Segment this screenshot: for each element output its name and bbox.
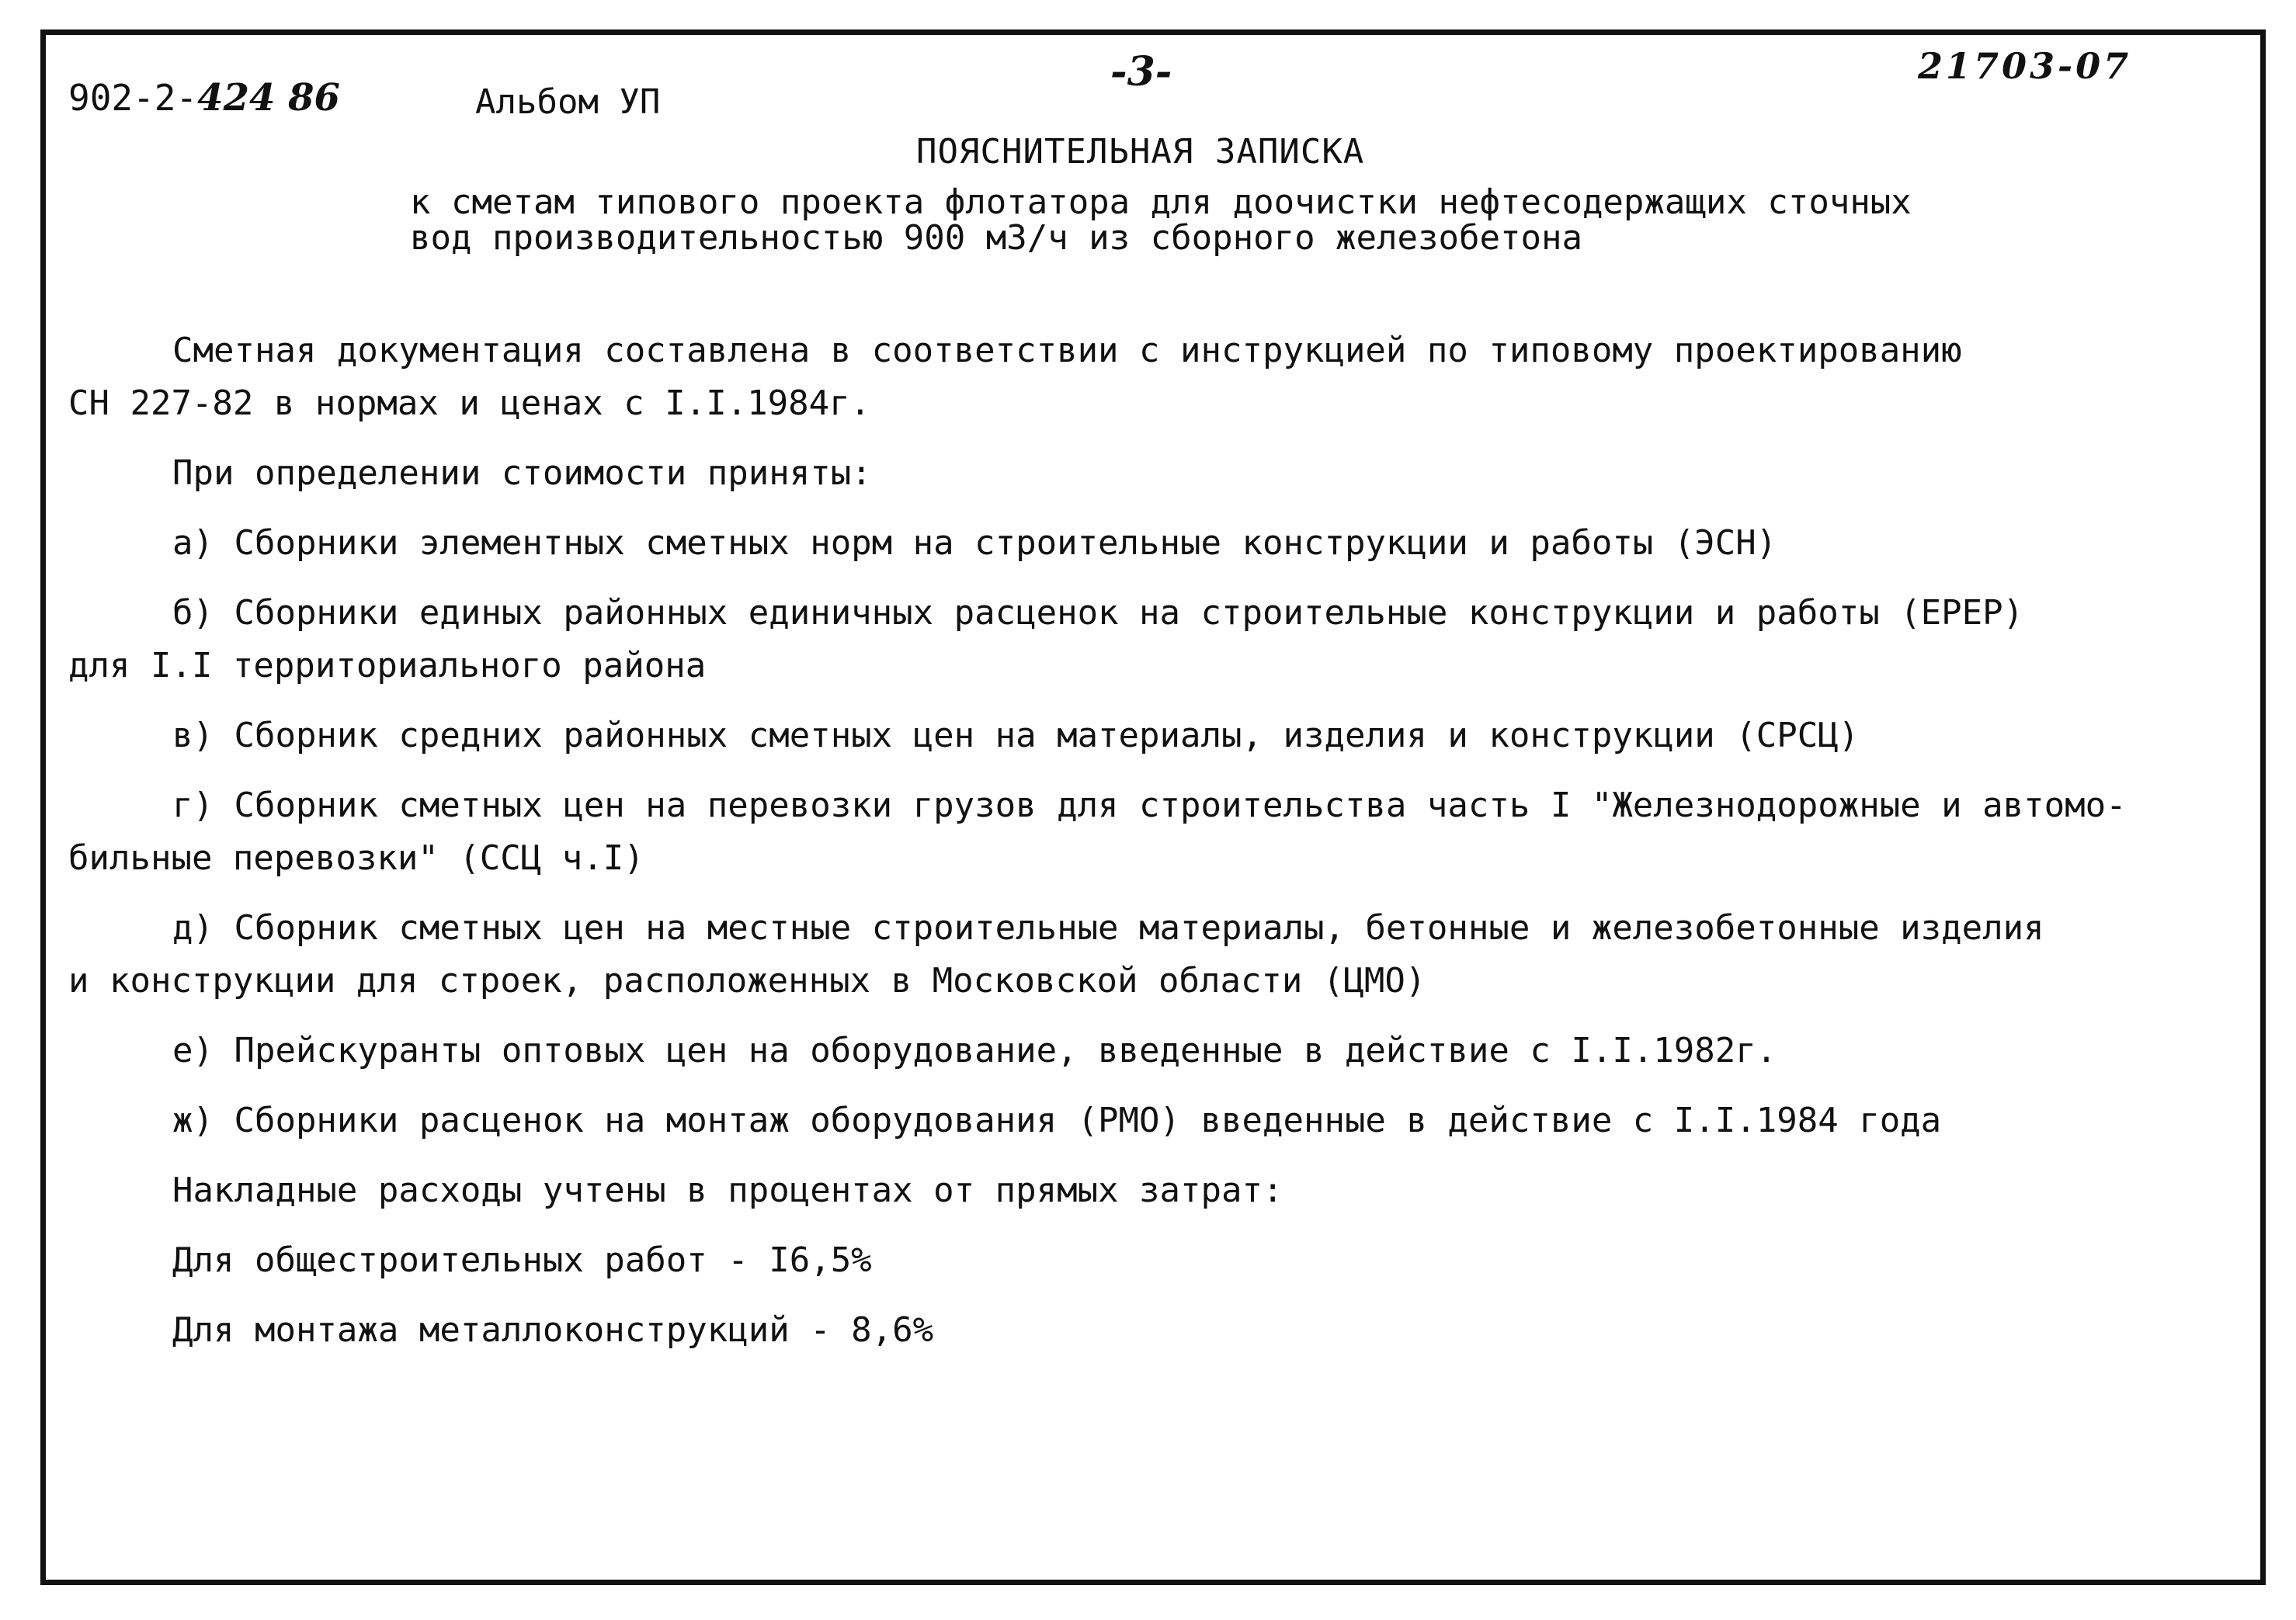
paragraph-intro-line-2: СН 227-82 в нормах и ценах с I.I.1984г.: [68, 383, 871, 423]
list-item-b-line-2: для I.I территориального района: [68, 646, 707, 685]
list-item-g-line-2: бильные перевозки" (ССЦ ч.I): [68, 838, 644, 878]
list-item-b-line-1: б) Сборники единых районных единичных расценок на строительные конструкции и работы (ЕРЕР): [172, 593, 2024, 633]
list-item-zh: ж) Сборники расценок на монтаж оборудования (РМО) введенные в действие с I.I.1984 года: [172, 1101, 1942, 1140]
document-subtitle: [410, 182, 1912, 258]
list-item-g-line-1: г) Сборник сметных цен на перевозки грузов для строительства часть I "Железнодорожные и автомо-: [172, 786, 2127, 825]
album-label: Альбом УП: [475, 82, 661, 122]
document-title: ПОЯСНИТЕЛЬНАЯ ЗАПИСКА: [916, 132, 1365, 172]
overhead-general-works: Для общестроительных работ - I6,5%: [172, 1240, 872, 1280]
list-item-d-line-2: и конструкции для строек, расположенных в Московской области (ЦМО): [68, 961, 1426, 1001]
list-item-a: а) Сборники элементных сметных норм на строительные конструкции и работы (ЭСН): [172, 523, 1777, 563]
document-code-handwritten: 424 86: [197, 76, 340, 120]
subtitle-line-1: к сметам типового проекта флотатора для доочистки нефтесодержащих сточных: [410, 182, 1912, 222]
subtitle-line-2: вод производительностью 900 м3/ч из сборного железобетона: [410, 218, 1582, 258]
document-code: [68, 76, 340, 120]
document-code-prefix: 902-2-: [68, 77, 198, 119]
overhead-metal-works: Для монтажа металлоконструкций - 8,6%: [172, 1310, 934, 1350]
paragraph-intro-line-1: Сметная документация составлена в соответствии с инструкцией по типовому проектированию: [172, 331, 1962, 370]
paragraph-overheads: Накладные расходы учтены в процентах от прямых затрат:: [172, 1171, 1283, 1210]
archive-number: 21703-07: [1918, 45, 2132, 87]
list-item-e: е) Прейскуранты оптовых цен на оборудование, введенные в действие с I.I.1982г.: [172, 1031, 1777, 1070]
page-number: -3-: [1110, 48, 1172, 95]
list-item-d-line-1: д) Сборник сметных цен на местные строительные материалы, бетонные и железобетонные изделия: [172, 908, 2044, 948]
explanatory-note-body: [68, 324, 2235, 1357]
list-item-v: в) Сборник средних районных сметных цен на материалы, изделия и конструкции (СРСЦ): [172, 716, 1860, 755]
paragraph-accepted: При определении стоимости приняты:: [172, 453, 872, 493]
